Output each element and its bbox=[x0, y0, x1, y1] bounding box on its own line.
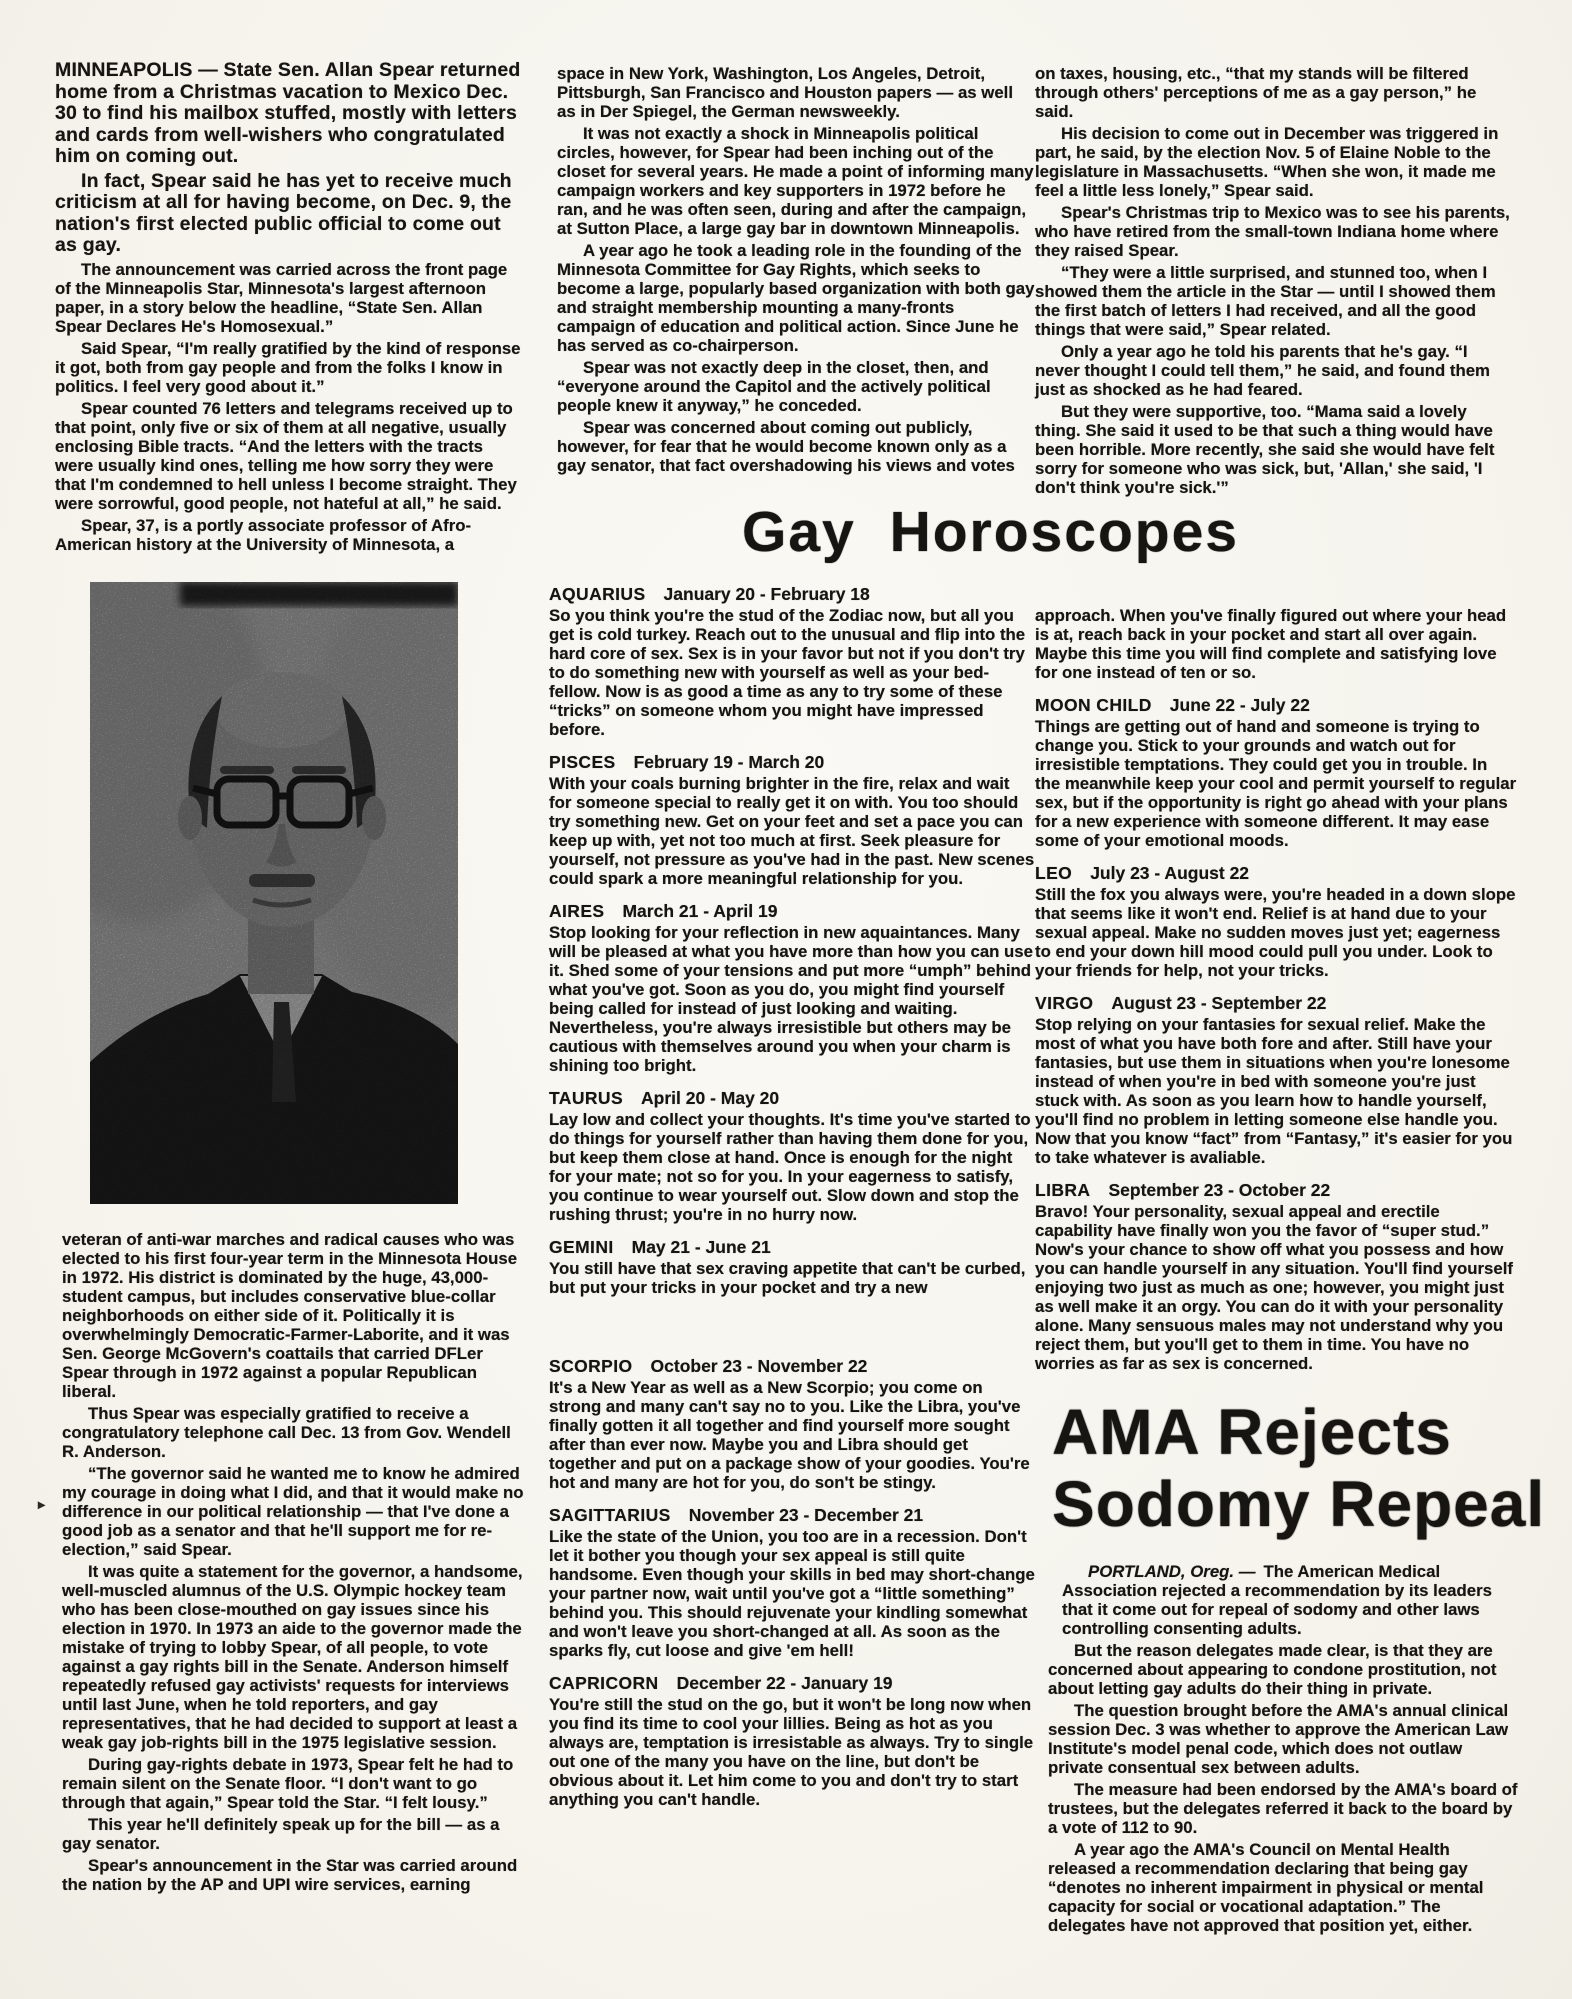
article-paragraph: “The governor said he wanted me to know he admired my courage in doing what I did, and that it would make no difference in our political relationship — that I've done a good job as a senator and that he'll support me for re-election,” said Spear. bbox=[62, 1464, 524, 1559]
article-paragraph: Only a year ago he told his parents that he's gay. “I never thought I could tell them,” he said, and found them just as shocked as he had feared. bbox=[1035, 342, 1490, 399]
article-paragraph: It was quite a statement for the governor, a handsome, well-muscled alumnus of the U.S. Olympic hockey team who has been close-mouthed on gay issues since his election in 1970. In 1973 an aide to the governor made the mistake of trying to lobby Spear, of all people, to vote against a gay rights bill in the Senate. Anderson himself repeatedly refused gay activists' requests for interviews until last June, when he told reporters, and gay representatives, that he had decided to support at least a weak gay job-rights bill in the 1975 legislative session. bbox=[62, 1562, 523, 1752]
article-paragraph: This year he'll definitely speak up for the bill — as a gay senator. bbox=[62, 1815, 500, 1853]
horoscope-text: With your coals burning brighter in the fire, relax and wait for someone special to really get it on with. You too should try something new. Get on your feet and set a pace you can keep up with, yet not too much at first. Seek pleasure for yourself, not pressure as you've had in the past. New scenes could spark a more meaningful relationship for you. bbox=[549, 774, 1035, 888]
horoscope-sign-line bbox=[549, 1089, 1035, 1108]
article-paragraph: Spear's Christmas trip to Mexico was to see his parents, who have retired from the small-town Indiana home where they raised Spear. bbox=[1035, 203, 1510, 260]
horoscopes-middle-column bbox=[549, 585, 1035, 1812]
horoscope-text: Lay low and collect your thoughts. It's time you've started to do things for yourself rather than having them done for you, but keep them close at hand. Once is enough for the night for your mate; not so for you. In your eagerness to satisfy, you continue to wear yourself out. Slow down and stop the rushing thrust; you're in no hurry now. bbox=[549, 1110, 1031, 1224]
horoscope-sign-line bbox=[549, 585, 1035, 604]
horoscope-entry-sagittarius bbox=[549, 1506, 1035, 1660]
horoscope-entry-aquarius bbox=[549, 585, 1035, 739]
spear-article-column-2 bbox=[557, 64, 1035, 478]
horoscope-entry-pisces bbox=[549, 753, 1035, 888]
article-paragraph: In fact, Spear said he has yet to receive much criticism at all for having become, on Dec. 9, the nation's first elected public official to come out as gay. bbox=[55, 169, 512, 256]
sign-dates: February 19 - March 20 bbox=[633, 752, 825, 772]
article-paragraph: During gay-rights debate in 1973, Spear felt he had to remain silent on the Senate floor. “I don't want to go through that again,” Spear told the Star. “I felt lousy.” bbox=[62, 1755, 514, 1812]
sign-name: TAURUS bbox=[549, 1088, 624, 1108]
sign-dates: September 23 - October 22 bbox=[1108, 1180, 1331, 1200]
sign-name: GEMINI bbox=[549, 1237, 614, 1257]
ama-headline-line-2: Sodomy Repeal bbox=[1052, 1468, 1546, 1540]
sign-dates: March 21 - April 19 bbox=[622, 901, 778, 921]
article-text: The American Medical Association rejected a recommendation by its leaders that it come out for repeal of sodomy and other laws controlling consenting adults. bbox=[1062, 1562, 1492, 1638]
horoscope-entry-capricorn bbox=[549, 1674, 1035, 1809]
horoscope-text: Still the fox you always were, you're headed in a down slope that seems like it won't end. Relief is at hand due to your sexual appeal. Make no sudden moves just yet; eagerness to end your down hill mood could pull you under. Look to your friends for help, not your tricks. bbox=[1035, 885, 1516, 980]
article-paragraph: His decision to come out in December was triggered in part, he said, by the election Nov. 5 of Elaine Noble to the legislature in Massachusetts. “When she won, it made me feel a little less lonely,” Spear said. bbox=[1035, 124, 1499, 200]
dateline: PORTLAND, Oreg. — bbox=[1088, 1562, 1256, 1581]
horoscope-entry-taurus bbox=[549, 1089, 1035, 1224]
spear-article-column-1 bbox=[55, 60, 525, 557]
horoscope-text: You still have that sex craving appetite that can't be curbed, but put your tricks in your pocket and try a new bbox=[549, 1259, 1026, 1297]
sign-dates: June 22 - July 22 bbox=[1169, 695, 1310, 715]
horoscope-entry-scorpio bbox=[549, 1357, 1035, 1492]
article-paragraph: space in New York, Washington, Los Angeles, Detroit, Pittsburgh, San Francisco and Houston papers — as well as in Der Spiegel, the German newsweekly. bbox=[557, 64, 1013, 121]
sign-dates: April 20 - May 20 bbox=[641, 1088, 780, 1108]
horoscope-text: Like the state of the Union, you too are in a recession. Don't let it bother you though your sex appeal is still quite handsome. Even though your skills in bed may short-change your partner now, wait until you've got a “little something” behind you. This should rejuvenate your kindling somewhat and won't leave you short-changed at all. As soon as the sparks fly, cut loose and give 'em hell! bbox=[549, 1527, 1035, 1660]
gay-horoscopes-headline: Gay Horoscopes bbox=[742, 500, 1239, 564]
article-paragraph: Thus Spear was especially gratified to receive a congratulatory telephone call Dec. 13 from Gov. Wendell R. Anderson. bbox=[62, 1404, 511, 1461]
horoscope-text: So you think you're the stud of the Zodiac now, but all you get is cold turkey. Reach out to the unusual and flip into the hard core of sex. Sex is in your favor but not if you don't try to do something new with yourself as well as your bed-fellow. Now is as good a time as any to try some of these “tricks” on someone whom you might have impressed before. bbox=[549, 606, 1026, 739]
horoscope-text: It's a New Year as well as a New Scorpio; you come on strong and many can't say no to you. Like the Libra, you've finally gotten it all together and find yourself more sought after than ever now. Maybe you and Libra should get together and put on a package show of your goodies. You're hot and many are hot for you, do son't be stingy. bbox=[549, 1378, 1030, 1492]
horoscope-text: Stop relying on your fantasies for sexual relief. Make the most of what you have both fore and after. Still have your fantasies, but use them in situations when you're lonesome instead of when you're in bed with someone you're just stuck with. As soon as you learn how to handle yourself, you'll find no problem in letting someone else handle you. Now that you know “fact” from “Fantasy,” it's easier for you to take whatever is avaliable. bbox=[1035, 1015, 1513, 1167]
sign-dates: July 23 - August 22 bbox=[1090, 863, 1250, 883]
article-paragraph: Spear was not exactly deep in the closet, then, and “everyone around the Capitol and the actively political people knew it anyway,” he conceded. bbox=[557, 358, 991, 415]
spear-article-column-3 bbox=[1035, 64, 1513, 500]
article-paragraph bbox=[1048, 1562, 1520, 1638]
horoscope-text: Stop looking for your reflection in new aquaintances. Many will be pleased at what you have more than how you can use it. Shed some of your tensions and put more “umph” behind what you've got. Soon as you do, you might find yourself being called for instead of just looking and waiting. Nevertheless, you're always irresistible but others may be cautious with themselves around you when your charm is shining too bright. bbox=[549, 923, 1033, 1075]
article-paragraph: MINNEAPOLIS — State Sen. Allan Spear returned home from a Christmas vacation to Mexico Dec. 30 to find his mailbox stuffed, mostly with letters and cards from well-wishers who congratulated him on coming out. bbox=[55, 59, 521, 167]
horoscope-text: Bravo! Your personality, sexual appeal and erectile capability have finally won you the favor of “super stud.” Now's your chance to show off what you possess and how you can handle yourself in any situation. You'll find yourself enjoying two just as much as one; however, you might just as well make it an orgy. You can do it with your personality alone. Many sensuous males may not understand why you reject them, but you'll get to them in time. You have no worries as far as sex is concerned. bbox=[1035, 1202, 1513, 1373]
horoscope-sign-line bbox=[549, 1238, 1035, 1257]
horoscope-sign-line bbox=[1035, 1181, 1517, 1200]
horoscope-entry-virgo bbox=[1035, 994, 1517, 1167]
article-paragraph: “They were a little surprised, and stunned too, when I showed them the article in the Star — until I showed them the first batch of letters I had received, and all the good things that were said,” Spear related. bbox=[1035, 263, 1496, 339]
sign-name: CAPRICORN bbox=[549, 1673, 659, 1693]
horoscope-entry-gemini bbox=[549, 1238, 1035, 1297]
article-paragraph: It was not exactly a shock in Minneapolis political circles, however, for Spear had been inching out of the closet for several years. He made a point of informing many campaign workers and key supporters in 1972 before he ran, and he was often seen, during and after the campaign, at Sutton Place, a large gay bar in downtown Minneapolis. bbox=[557, 124, 1034, 238]
article-paragraph: But the reason delegates made clear, is that they are concerned about appearing to condone prostitution, not about letting gay adults do their thing in private. bbox=[1048, 1641, 1497, 1698]
horoscope-sign-line bbox=[1035, 696, 1517, 715]
article-paragraph: veteran of anti-war marches and radical causes who was elected to his first four-year term in the Minnesota House in 1972. His district is dominated by the huge, 43,000-student campus, but includes conservative blue-collar neighborhoods on either side of it. Politically it is overwhelmingly Democratic-Farmer-Laborite, and it was Sen. George McGovern's coattails that carried DFLer Spear through in 1972 against a popular Republican liberal. bbox=[62, 1230, 518, 1401]
article-paragraph: A year ago he took a leading role in the founding of the Minnesota Committee for Gay Rights, which seeks to become a large, popularly based organization with both gay and straight membership mounting a many-fronts campaign of education and political action. Since June he has served as co-chairperson. bbox=[557, 241, 1035, 355]
sign-name: VIRGO bbox=[1035, 993, 1094, 1013]
sign-dates: October 23 - November 22 bbox=[650, 1356, 868, 1376]
sign-dates: August 23 - September 22 bbox=[1111, 993, 1327, 1013]
ama-headline bbox=[1052, 1396, 1545, 1540]
sign-name: SCORPIO bbox=[549, 1356, 633, 1376]
article-paragraph: Said Spear, “I'm really gratified by the kind of response it got, both from gay people and from the folks I know in politics. I feel very good about it.” bbox=[55, 338, 521, 396]
allan-spear-portrait-photo bbox=[90, 582, 458, 1204]
article-paragraph: on taxes, housing, etc., “that my stands will be filtered through others' perceptions of me as a gay person,” he said. bbox=[1035, 64, 1477, 121]
spear-article-column-1-continued bbox=[62, 1230, 530, 1897]
horoscope-gemini-continuation: approach. When you've finally figured out where your head is at, reach back in your pocket and start all over again. Maybe this time you will find complete and satisfying love for one instead of ten or so. bbox=[1035, 606, 1507, 682]
article-paragraph: Spear's announcement in the Star was carried around the nation by the AP and UPI wire services, earning bbox=[62, 1856, 518, 1894]
horoscopes-right-column bbox=[1035, 606, 1517, 1376]
article-paragraph: Spear, 37, is a portly associate professor of Afro-American history at the University of Minnesota, a bbox=[55, 515, 472, 554]
horoscope-sign-line bbox=[549, 1674, 1035, 1693]
sign-name: MOON CHILD bbox=[1035, 695, 1152, 715]
ama-headline-line-1: AMA Rejects bbox=[1052, 1396, 1452, 1468]
sign-dates: May 21 - June 21 bbox=[631, 1237, 771, 1257]
sign-name: PISCES bbox=[549, 752, 616, 772]
sign-name: AQUARIUS bbox=[549, 584, 646, 604]
sign-name: AIRES bbox=[549, 901, 605, 921]
horoscope-text: Things are getting out of hand and someone is trying to change you. Stick to your grounds and watch out for irresistible temptations. They could get you in trouble. In the meanwhile keep your cool and permit yourself to regular sex, but if the opportunity is right go ahead with your plans for a new experience with someone different. It may ease some of your emotional moods. bbox=[1035, 717, 1517, 850]
article-paragraph: Spear counted 76 letters and telegrams received up to that point, only five or six of them at all negative, usually enclosing Bible tracts. “And the letters with the tracts were usually kind ones, telling me how sorry they were that I'm condemned to hell unless I become straight. They were sorrowful, good people, not hateful at all,” he said. bbox=[55, 398, 517, 513]
horoscope-sign-line bbox=[1035, 864, 1517, 883]
sign-dates: December 22 - January 19 bbox=[676, 1673, 893, 1693]
horoscope-sign-line bbox=[549, 753, 1035, 772]
article-paragraph: The announcement was carried across the front page of the Minneapolis Star, Minnesota's largest afternoon paper, in a story below the headline, “State Sen. Allan Spear Declares He's Homosexual.” bbox=[55, 259, 508, 336]
horoscope-entry-moon-child bbox=[1035, 696, 1517, 850]
sign-dates: November 23 - December 21 bbox=[688, 1505, 924, 1525]
sign-name: SAGITTARIUS bbox=[549, 1505, 671, 1525]
horoscope-sign-line bbox=[1035, 994, 1517, 1013]
horoscope-entry-leo bbox=[1035, 864, 1517, 980]
horoscope-entry-aires bbox=[549, 902, 1035, 1075]
article-paragraph: Spear was concerned about coming out publicly, however, for fear that he would become known only as a gay senator, that fact overshadowing his views and votes bbox=[557, 418, 1015, 475]
article-paragraph: The question brought before the AMA's annual clinical session Dec. 3 was whether to approve the American Law Institute's model penal code, which does not outlaw private consentual sex between adults. bbox=[1048, 1701, 1509, 1777]
horoscope-sign-line bbox=[549, 902, 1035, 921]
margin-arrow-mark: ▸ bbox=[38, 1496, 46, 1512]
sign-dates: January 20 - February 18 bbox=[663, 584, 870, 604]
article-paragraph: A year ago the AMA's Council on Mental Health released a recommendation declaring that being gay “denotes no inherent impairment in physical or mental capacity for social or vocational adaptation.” The delegates have not approved that position yet, either. bbox=[1048, 1840, 1484, 1935]
article-paragraph: But they were supportive, too. “Mama said a lovely thing. She said it used to be that such a thing would have been horrible. More recently, she said she would have felt sorry for someone who was sick, but, 'Allan,' she said, 'I don't think you're sick.'” bbox=[1035, 402, 1495, 497]
portrait-illustration bbox=[90, 582, 458, 1204]
sign-name: LIBRA bbox=[1035, 1180, 1091, 1200]
article-paragraph: The measure had been endorsed by the AMA's board of trustees, but the delegates referred it back to the board by a vote of 112 to 90. bbox=[1048, 1780, 1518, 1837]
horoscope-sign-line bbox=[549, 1506, 1035, 1525]
sign-name: LEO bbox=[1035, 863, 1073, 883]
ama-article bbox=[1048, 1562, 1520, 1938]
horoscope-text: You're still the stud on the go, but it won't be long now when you find its time to cool your lillies. Being as hot as you always are, temptation is irresistable as always. Try to single out one of the many you have on the line, but don't be obvious about it. Let him come to you and don't try to start anything you can't handle. bbox=[549, 1695, 1034, 1809]
horoscope-sign-line bbox=[549, 1357, 1035, 1376]
horoscope-entry-libra bbox=[1035, 1181, 1517, 1373]
